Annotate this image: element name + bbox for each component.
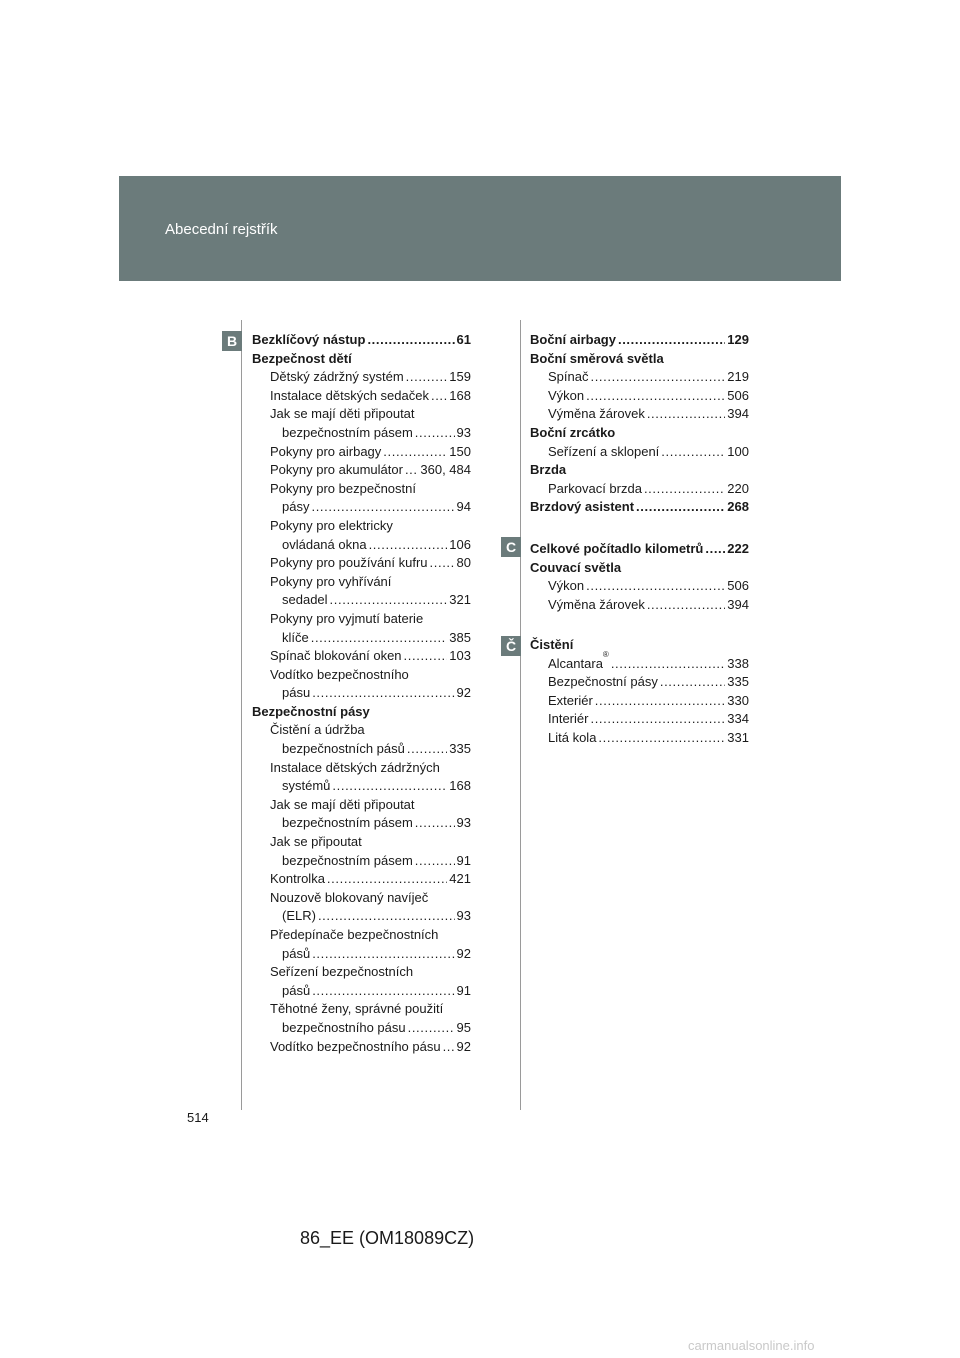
entry-text: (ELR) xyxy=(282,907,318,926)
index-entry xyxy=(252,1000,471,1019)
index-entry xyxy=(252,554,471,573)
index-entry xyxy=(530,331,749,350)
dot-leader xyxy=(636,498,725,517)
dot-leader xyxy=(430,554,455,573)
index-entry xyxy=(252,759,471,778)
entry-page: 61 xyxy=(455,331,471,350)
dot-leader xyxy=(383,443,447,462)
index-entry xyxy=(252,573,471,592)
entry-text: bezpečnostního pásu xyxy=(282,1019,408,1038)
index-entry xyxy=(252,350,471,369)
entry-text: Celkové počítadlo kilometrů xyxy=(530,540,705,559)
entry-page: 91 xyxy=(455,982,471,1001)
dot-leader xyxy=(431,387,447,406)
entry-page: 360, 484 xyxy=(418,461,471,480)
dot-leader xyxy=(415,424,455,443)
entry-text: Výkon xyxy=(548,577,586,596)
dot-leader xyxy=(327,870,447,889)
letter-marker-b: B xyxy=(222,331,242,351)
entry-text: Čistění a údržba xyxy=(270,722,365,738)
index-entry xyxy=(530,461,749,480)
entry-text: Předepínače bezpečnostních xyxy=(270,927,439,942)
entry-text: pásů xyxy=(282,982,312,1001)
entry-page: 100 xyxy=(725,443,749,462)
entry-page: 93 xyxy=(455,424,471,443)
dot-leader xyxy=(405,461,418,480)
dot-leader xyxy=(311,629,448,648)
entry-text: systémů xyxy=(282,777,332,796)
index-entry xyxy=(530,636,749,655)
page-title: Abecední rejstřík xyxy=(165,221,278,238)
entry-text: Pokyny pro elektricky xyxy=(270,517,393,533)
entry-page: 93 xyxy=(455,907,471,926)
entry-text: Kontrolka xyxy=(270,870,327,889)
dot-leader xyxy=(311,498,454,517)
left-divider xyxy=(241,320,242,1110)
index-entry xyxy=(252,721,471,740)
entry-page: 159 xyxy=(447,368,471,387)
index-entry xyxy=(252,517,471,536)
index-entry xyxy=(252,405,471,424)
entry-page: 334 xyxy=(725,710,749,729)
entry-text: Bezpečnost dětí xyxy=(252,350,352,366)
entry-text: Bezpečnostní pásy xyxy=(252,703,370,719)
index-entry xyxy=(252,591,471,610)
entry-text: Couvací světla xyxy=(530,559,622,575)
entry-text: Brzda xyxy=(530,462,567,478)
index-entry xyxy=(252,963,471,982)
index-entry xyxy=(530,710,749,729)
index-entry xyxy=(252,926,471,945)
index-entry xyxy=(252,889,471,908)
index-column-right-b xyxy=(530,331,749,517)
index-entry xyxy=(530,577,749,596)
index-entry xyxy=(530,673,749,692)
entry-page: 506 xyxy=(725,577,749,596)
entry-page: 421 xyxy=(447,870,471,889)
entry-text: Bezpečnostní pásy xyxy=(548,673,660,692)
entry-page: 268 xyxy=(725,498,749,517)
entry-text: Pokyny pro bezpečnostní xyxy=(270,480,416,496)
entry-page: 385 xyxy=(447,629,471,648)
dot-leader xyxy=(312,684,454,703)
entry-text: Dětský zádržný systém xyxy=(270,368,406,387)
entry-text: Brzdový asistent xyxy=(530,498,636,517)
index-entry xyxy=(252,1019,471,1038)
entry-page: 506 xyxy=(725,387,749,406)
entry-page: 168 xyxy=(447,387,471,406)
index-entry xyxy=(252,703,471,722)
index-entry xyxy=(252,1038,471,1057)
letter-marker-c-caron: Č xyxy=(501,636,521,656)
entry-text: Vodítko bezpečnostního xyxy=(270,666,409,682)
index-entry xyxy=(252,480,471,499)
entry-text: Boční airbagy xyxy=(530,331,618,350)
entry-text: Instalace dětských zádržných xyxy=(270,759,440,775)
index-entry xyxy=(252,852,471,871)
index-entry xyxy=(252,833,471,852)
document-code: 86_EE (OM18089CZ) xyxy=(300,1228,475,1248)
dot-leader xyxy=(415,814,455,833)
entry-text: Pokyny pro airbagy xyxy=(270,443,383,462)
entry-page: 394 xyxy=(725,596,749,615)
entry-text: bezpečnostním pásem xyxy=(282,814,415,833)
entry-page: 129 xyxy=(725,331,749,350)
entry-text: Jak se připoutat xyxy=(270,834,362,850)
index-entry xyxy=(530,596,749,615)
dot-leader xyxy=(611,655,725,674)
entry-page: 95 xyxy=(455,1019,471,1038)
entry-text: pásy xyxy=(282,498,311,517)
dot-leader xyxy=(332,777,447,796)
entry-page: 150 xyxy=(447,443,471,462)
index-column-right-c xyxy=(530,540,749,614)
dot-leader xyxy=(660,673,725,692)
entry-page: 94 xyxy=(455,498,471,517)
entry-text: Vodítko bezpečnostního pásu xyxy=(270,1038,443,1057)
entry-page: 331 xyxy=(725,729,749,748)
entry-page: 338 xyxy=(725,655,749,674)
entry-page: 106 xyxy=(447,536,471,555)
entry-page: 80 xyxy=(455,554,471,573)
entry-text: Interiér xyxy=(548,710,590,729)
index-entry xyxy=(530,498,749,517)
entry-page: 321 xyxy=(447,591,471,610)
index-column-right-c-caron xyxy=(530,636,749,748)
index-column-left xyxy=(252,331,471,1056)
index-entry xyxy=(252,443,471,462)
entry-page: 330 xyxy=(725,692,749,711)
entry-page: 93 xyxy=(455,814,471,833)
entry-text: sedadel xyxy=(282,591,330,610)
index-entry xyxy=(252,684,471,703)
index-entry xyxy=(530,424,749,443)
entry-page: 219 xyxy=(725,368,749,387)
watermark: carmanualsonline.info xyxy=(688,1338,815,1353)
page-number: 514 xyxy=(187,1110,209,1125)
index-entry xyxy=(252,536,471,555)
entry-text: Spínač xyxy=(548,368,590,387)
entry-page: 222 xyxy=(725,540,749,559)
entry-text: Exteriér xyxy=(548,692,595,711)
index-entry xyxy=(530,405,749,424)
index-entry xyxy=(530,443,749,462)
middle-divider xyxy=(520,320,521,1110)
entry-text: Čistění xyxy=(530,637,574,652)
entry-text: Seřízení bezpečnostních xyxy=(270,964,414,980)
entry-text: klíče xyxy=(282,629,311,648)
header-bar xyxy=(119,176,841,281)
entry-page: 92 xyxy=(455,684,471,703)
index-entry xyxy=(530,350,749,369)
entry-text: Těhotné ženy, správné použití xyxy=(270,1001,444,1017)
dot-leader xyxy=(661,443,725,462)
index-entry xyxy=(252,796,471,815)
dot-leader xyxy=(404,647,448,666)
entry-text: Bezklíčový nástup xyxy=(252,331,367,350)
entry-text: pásů xyxy=(282,945,312,964)
dot-leader xyxy=(590,368,725,387)
dot-leader xyxy=(595,692,726,711)
index-entry xyxy=(530,649,749,674)
entry-text: Pokyny pro vyjmutí baterie xyxy=(270,610,424,626)
entry-text: pásu xyxy=(282,684,312,703)
dot-leader xyxy=(407,740,447,759)
index-entry xyxy=(530,540,749,559)
dot-leader xyxy=(318,907,455,926)
index-entry xyxy=(252,740,471,759)
dot-leader xyxy=(312,982,454,1001)
index-entry xyxy=(530,387,749,406)
index-entry xyxy=(252,647,471,666)
dot-leader xyxy=(367,331,454,350)
index-entry xyxy=(252,387,471,406)
index-entry xyxy=(252,982,471,1001)
entry-page: 394 xyxy=(725,405,749,424)
dot-leader xyxy=(590,710,725,729)
index-entry xyxy=(252,945,471,964)
entry-page: 335 xyxy=(725,673,749,692)
entry-text: Výměna žárovek xyxy=(548,596,647,615)
index-entry xyxy=(252,424,471,443)
entry-text: bezpečnostních pásů xyxy=(282,740,407,759)
entry-page: 103 xyxy=(447,647,471,666)
index-entry xyxy=(530,692,749,711)
entry-text: bezpečnostním pásem xyxy=(282,852,415,871)
index-entry xyxy=(252,777,471,796)
dot-leader xyxy=(598,729,725,748)
entry-text: Pokyny pro vyhřívání xyxy=(270,573,392,589)
dot-leader xyxy=(406,368,448,387)
entry-text: Boční zrcátko xyxy=(530,424,616,440)
index-entry xyxy=(252,498,471,517)
dot-leader xyxy=(330,591,448,610)
index-entry xyxy=(530,368,749,387)
entry-text: Litá kola xyxy=(548,729,598,748)
index-entry xyxy=(530,480,749,499)
entry-page: 335 xyxy=(447,740,471,759)
entry-page: 220 xyxy=(725,480,749,499)
dot-leader xyxy=(415,852,455,871)
dot-leader xyxy=(618,331,725,350)
dot-leader xyxy=(312,945,454,964)
entry-page: 92 xyxy=(455,945,471,964)
entry-text: Výkon xyxy=(548,387,586,406)
index-entry xyxy=(252,461,471,480)
entry-text: Jak se mají děti připoutat xyxy=(270,796,415,812)
letter-marker-c: C xyxy=(501,537,521,557)
index-entry xyxy=(530,559,749,578)
entry-text: Nouzově blokovaný navíječ xyxy=(270,889,429,905)
index-entry xyxy=(252,814,471,833)
entry-text: Jak se mají děti připoutat xyxy=(270,406,415,422)
dot-leader xyxy=(586,577,725,596)
entry-text: Boční směrová světla xyxy=(530,350,664,366)
entry-text: bezpečnostním pásem xyxy=(282,424,415,443)
dot-leader xyxy=(586,387,725,406)
index-entry xyxy=(252,666,471,685)
entry-text: Seřízení a sklopení xyxy=(548,443,661,462)
entry-text: Pokyny pro akumulátor xyxy=(270,461,405,480)
entry-text: Parkovací brzda xyxy=(548,480,644,499)
entry-page: 92 xyxy=(455,1038,471,1057)
entry-page: 168 xyxy=(447,777,471,796)
entry-text: Pokyny pro používání kufru xyxy=(270,554,430,573)
entry-text: Výměna žárovek xyxy=(548,405,647,424)
index-entry xyxy=(252,870,471,889)
index-entry xyxy=(530,729,749,748)
index-entry xyxy=(252,907,471,926)
entry-text: Instalace dětských sedaček xyxy=(270,387,431,406)
dot-leader xyxy=(647,405,725,424)
entry-text: ovládaná okna xyxy=(282,536,369,555)
index-entry xyxy=(252,368,471,387)
dot-leader xyxy=(647,596,725,615)
entry-text: Alcantara xyxy=(548,655,603,674)
dot-leader xyxy=(369,536,448,555)
index-entry xyxy=(252,331,471,350)
dot-leader xyxy=(443,1038,455,1057)
registered-mark: ® xyxy=(603,655,611,674)
dot-leader xyxy=(408,1019,455,1038)
entry-page: 91 xyxy=(455,852,471,871)
dot-leader xyxy=(644,480,725,499)
entry-text: Spínač blokování oken xyxy=(270,647,404,666)
dot-leader xyxy=(705,540,725,559)
index-entry xyxy=(252,610,471,629)
index-entry xyxy=(252,629,471,648)
